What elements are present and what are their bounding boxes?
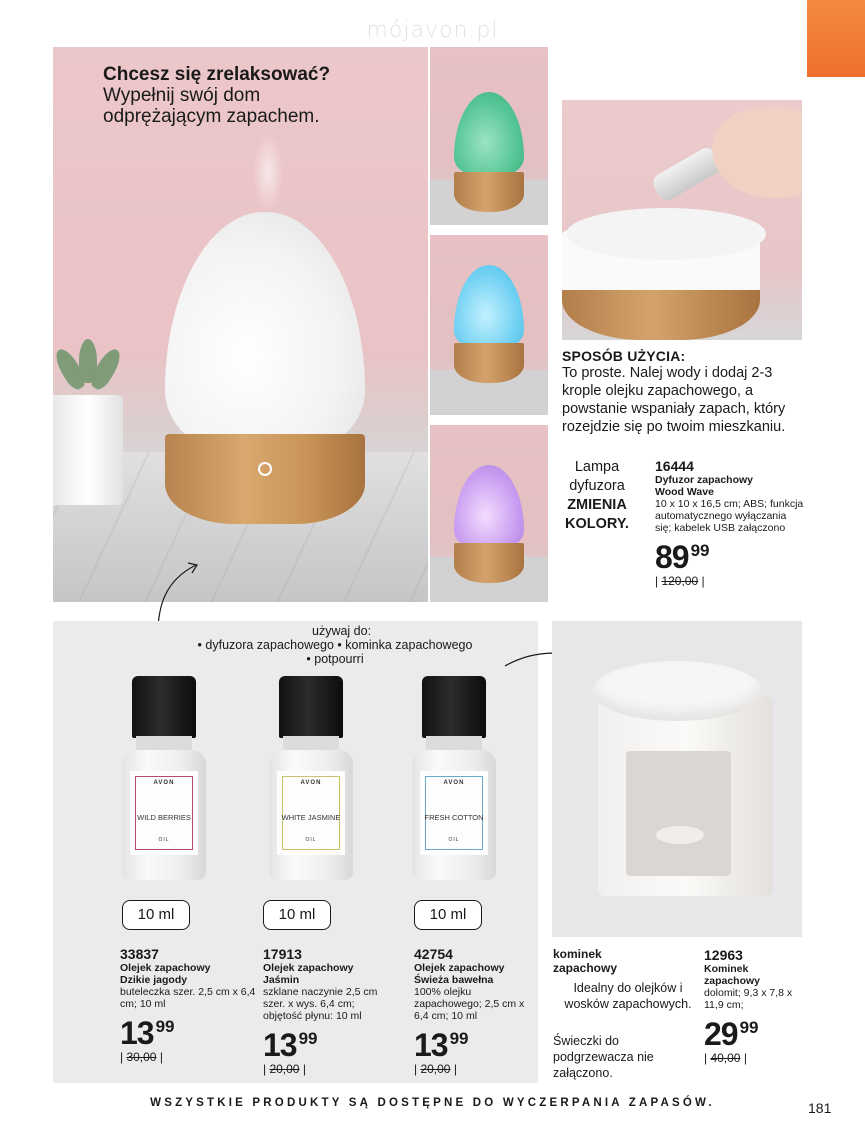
old-price-value: 30,00 [126, 1050, 157, 1064]
product-code: 42754 [414, 946, 453, 962]
volume-badge: 10 ml [414, 900, 482, 930]
oil-bottle-fresh-cotton [412, 676, 496, 881]
price-cents: 99 [449, 1029, 469, 1048]
product-name-line2: Wood Wave [655, 486, 714, 498]
old-price: | 20,00 | [414, 1062, 457, 1076]
product-name-line1: Olejek zapachowy [414, 962, 505, 974]
price-cents: 99 [298, 1029, 318, 1048]
diffuser-wood [454, 343, 524, 383]
thumb-green [430, 47, 548, 225]
hero-photo [53, 47, 428, 602]
bottle-label [277, 771, 345, 855]
product-code: 33837 [120, 946, 159, 962]
old-price-value: 20,00 [269, 1062, 300, 1076]
old-price: | 20,00 | [263, 1062, 306, 1076]
burner-note: Świeczki do podgrzewacza nie załączono. [553, 1034, 654, 1080]
burner-bowl [592, 661, 762, 721]
label-sub: OIL [305, 837, 317, 843]
diffuser-wood [454, 543, 524, 583]
watermark: mójavon.pl [366, 18, 499, 43]
old-price-value: 20,00 [420, 1062, 451, 1076]
steam [253, 132, 283, 212]
thumb-purple [430, 425, 548, 602]
hero-title-line2: Wypełnij swój dom [103, 85, 261, 106]
product-name-line2: Jaśmin [263, 974, 300, 986]
volume-badge: 10 ml [263, 900, 331, 930]
use-for-heading: używaj do: [312, 624, 372, 638]
old-price: | 30,00 | [120, 1050, 163, 1064]
label-name: WILD BERRIES [137, 813, 191, 822]
power-icon [258, 462, 272, 476]
price-main: 29 [704, 1016, 738, 1052]
tealight [656, 826, 704, 844]
product-name-line1: Kominek [704, 963, 749, 975]
use-for-note [170, 624, 500, 666]
product-price [263, 1022, 408, 1062]
product-name-line2: zapachowy [704, 975, 761, 987]
product-code: 12963 [704, 947, 743, 963]
product-price [704, 1011, 804, 1051]
bottle-cap [279, 676, 343, 738]
product-description: buteleczka szer. 2,5 cm x 6,4 cm; 10 ml [120, 986, 256, 1010]
old-price-value: 120,00 [661, 574, 699, 588]
product-code: 16444 [655, 458, 694, 474]
label-brand: AVON [153, 780, 175, 786]
product-description: dolomit; 9,3 x 7,8 x 11,9 cm; [704, 987, 793, 1011]
hand [712, 108, 802, 198]
diffuser-glow-green [454, 92, 524, 176]
price-main: 13 [263, 1027, 297, 1063]
bottle-label [420, 771, 488, 855]
use-for-item2: • potpourri [306, 652, 364, 666]
product-description: 100% olejku zapachowego; 2,5 cm x 6,4 cm; 10 ml [414, 986, 525, 1022]
diffuser-rim [566, 208, 766, 260]
product-code: 17913 [263, 946, 302, 962]
old-price: | 120,00 | [655, 574, 705, 588]
product-name-line1: Olejek zapachowy [120, 962, 211, 974]
old-price-value: 40,00 [710, 1051, 741, 1065]
lamp-line2: dyfuzora [569, 478, 625, 494]
usage-photo [562, 100, 802, 340]
product-name-line2: Świeża bawełna [414, 974, 494, 986]
hero-title-bold: Chcesz się zrelaksować? [103, 64, 331, 85]
product-name-line1: Olejek zapachowy [263, 962, 354, 974]
diffuser-glow-blue [454, 265, 524, 349]
product-name-line2: Dzikie jagody [120, 974, 188, 986]
usage-body: To proste. Nalej wody i dodaj 2-3 krople olejku zapachowego, a powstanie wspaniały zapach, który rozejdzie się po twoim mieszkaniu. [562, 365, 786, 435]
lamp-bold2: KOLORY. [565, 516, 629, 532]
page-number: 181 [808, 1100, 832, 1116]
bottle-cap [132, 676, 196, 738]
label-name: WHITE JASMINE [281, 813, 341, 822]
product-diffuser [655, 458, 805, 588]
product-price [655, 534, 805, 574]
product-price [414, 1022, 534, 1062]
diffuser-glow-purple [454, 465, 524, 549]
burner-title-line2: zapachowy [553, 961, 618, 975]
burner-title-line1: kominek [553, 947, 602, 961]
old-price: | 40,00 | [704, 1051, 747, 1065]
lamp-line1: Lampa [574, 459, 620, 475]
orange-corner-tab [807, 0, 865, 77]
bottle-label [130, 771, 198, 855]
volume-badge: 10 ml [122, 900, 190, 930]
burner-opening [626, 751, 731, 876]
hero-headline [103, 64, 330, 127]
price-cents: 99 [690, 541, 710, 560]
price-main: 13 [414, 1027, 448, 1063]
burner-title [553, 947, 617, 975]
lamp-bold1: ZMIENIA [567, 497, 627, 513]
footer-disclaimer: WSZYSTKIE PRODUKTY SĄ DOSTĘPNE DO WYCZERPANIA ZAPASÓW. [150, 1097, 715, 1109]
hero-title-line3: odprężającym zapachem. [103, 106, 320, 127]
diffuser-wood [454, 172, 524, 212]
price-main: 89 [655, 539, 689, 575]
product-burner [704, 947, 804, 1065]
price-cents: 99 [739, 1018, 759, 1037]
product-oil-wild-berries [120, 946, 265, 1064]
use-for-item1: • dyfuzora zapachowego • kominka zapachowego [197, 638, 473, 652]
burner-photo [552, 621, 802, 937]
diffuser-wood-base [165, 434, 365, 524]
label-brand: AVON [300, 780, 322, 786]
label-sub: OIL [158, 837, 170, 843]
product-description: szklane naczynie 2,5 cm szer. x wys. 6,4 cm; objętość płynu: 10 ml [263, 986, 378, 1022]
product-oil-jasmine [263, 946, 408, 1076]
diffuser-top [165, 212, 365, 452]
product-price [120, 1010, 265, 1050]
label-sub: OIL [448, 837, 460, 843]
product-oil-fresh-cotton [414, 946, 534, 1076]
label-name: FRESH COTTON [424, 813, 484, 822]
oil-bottle-white-jasmine [269, 676, 353, 881]
oil-bottle-wild-berries [122, 676, 206, 881]
lamp-note [562, 458, 632, 534]
price-cents: 99 [155, 1017, 175, 1036]
product-name-line1: Dyfuzor zapachowy [655, 474, 754, 486]
product-description: 10 x 10 x 16,5 cm; ABS; funkcja automatycznego wyłączania się; kabelek USB załączono [655, 498, 804, 534]
price-main: 13 [120, 1015, 154, 1051]
diffuser-large [165, 212, 365, 527]
thumb-blue [430, 235, 548, 415]
bottle-cap [422, 676, 486, 738]
label-brand: AVON [443, 780, 465, 786]
burner-desc: Idealny do olejków i wosków zapachowych. [564, 981, 692, 1011]
usage-title: SPOSÓB UŻYCIA: [562, 348, 686, 364]
plant-pot [53, 395, 123, 505]
